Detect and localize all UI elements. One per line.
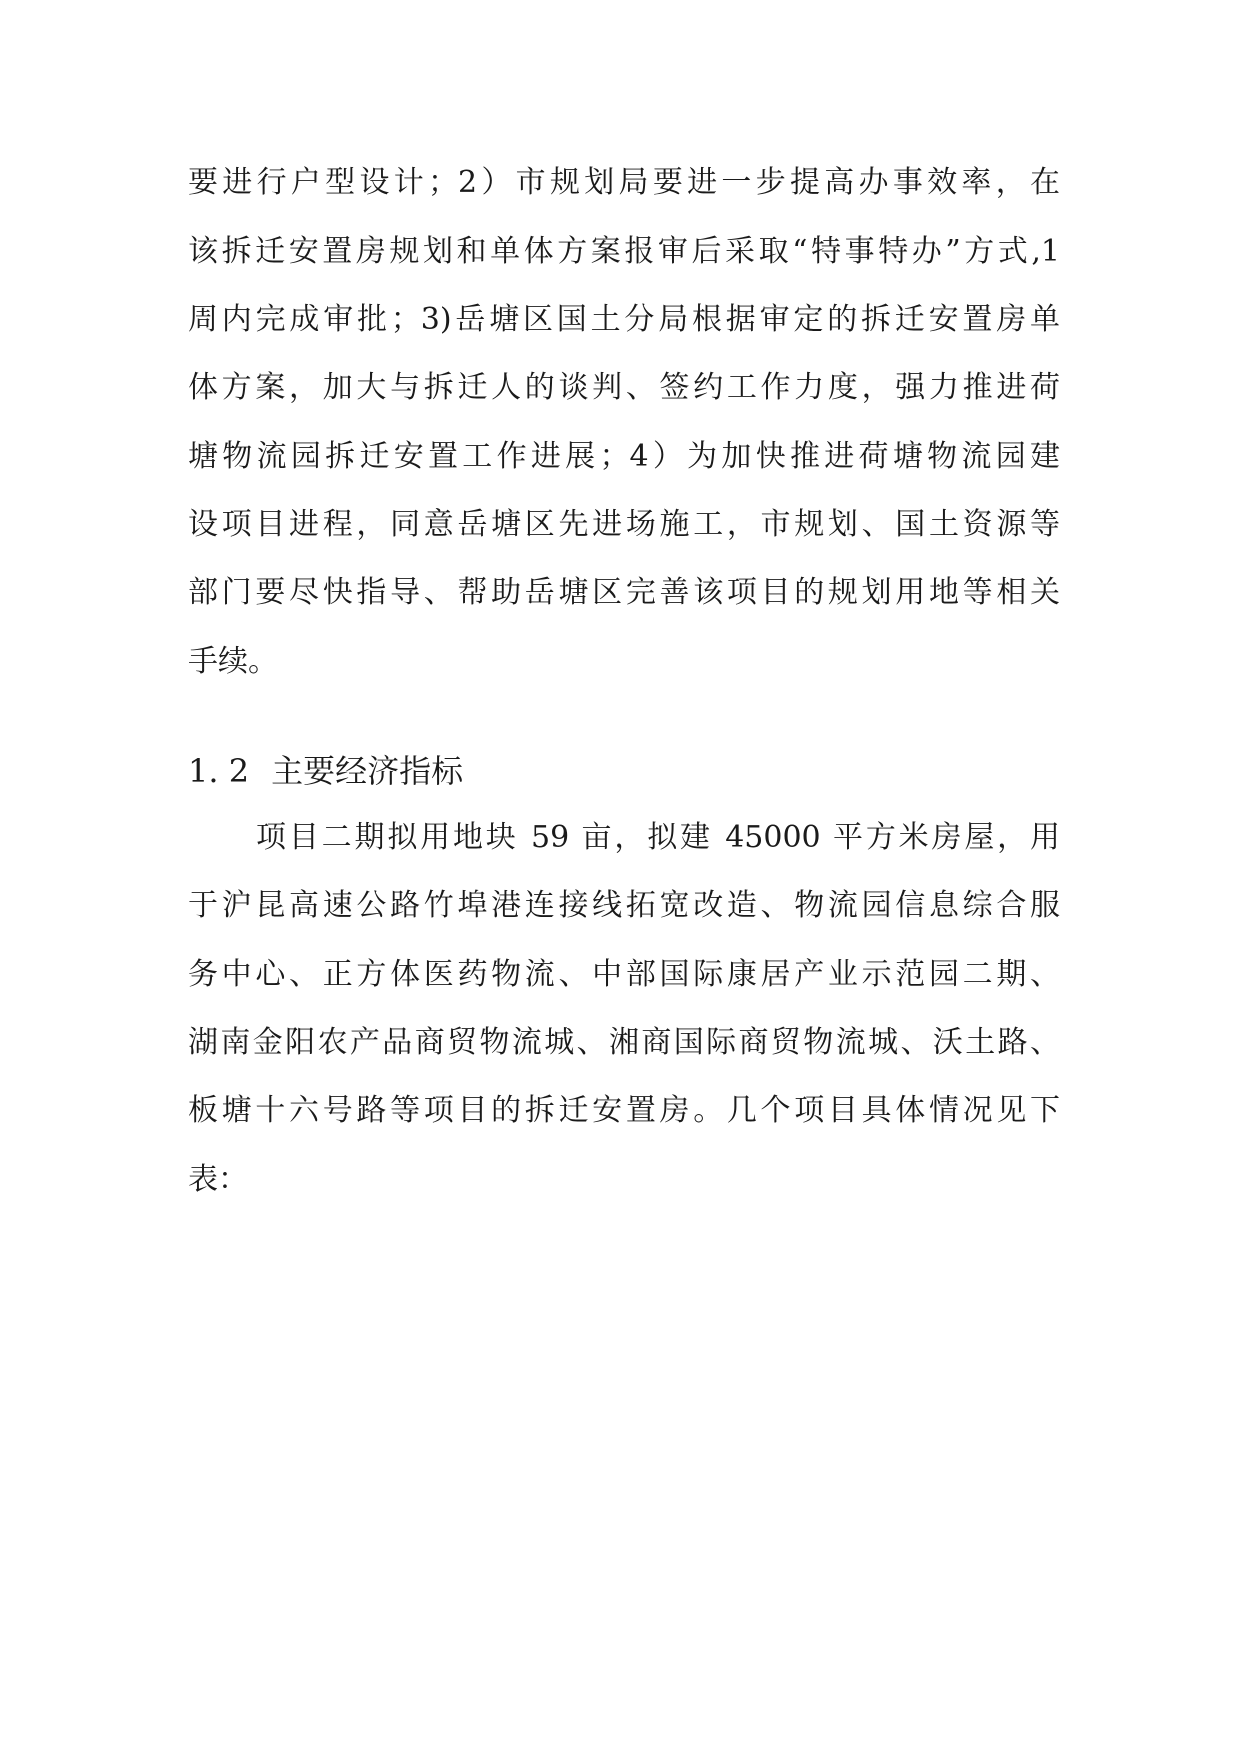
paragraph-1-line-7: 部门要尽快指导、帮助岳塘区完善该项目的规划用地等相关 <box>188 575 1060 610</box>
paragraph-2-line-2: 于沪昆高速公路竹埠港连接线拓宽改造、物流园信息综合服 <box>188 888 1060 923</box>
paragraph-2-line-3: 务中心、正方体医药物流、中部国际康居产业示范园二期、 <box>188 957 1060 992</box>
section-heading <box>188 750 463 792</box>
paragraph-1-line-6: 设项目进程，同意岳塘区先进场施工，市规划、国土资源等 <box>188 507 1060 542</box>
paragraph-2-line-5: 板塘十六号路等项目的拆迁安置房。几个项目具体情况见下 <box>188 1093 1060 1128</box>
paragraph-1-line-5: 塘物流园拆迁安置工作进展；4）为加快推进荷塘物流园建 <box>188 439 1060 474</box>
paragraph-1-line-1: 要进行户型设计；2）市规划局要进一步提高办事效率，在 <box>188 165 1060 200</box>
paragraph-2-line-6: 表： <box>188 1162 248 1197</box>
paragraph-1-line-4: 体方案，加大与拆迁人的谈判、签约工作力度，强力推进荷 <box>188 370 1060 405</box>
paragraph-1-line-8: 手续。 <box>188 644 278 679</box>
section-number: 1. 2 <box>188 752 250 790</box>
paragraph-2-line-1: 项目二期拟用地块 59 亩，拟建 45000 平方米房屋，用 <box>256 820 1060 855</box>
paragraph-1-line-2: 该拆迁安置房规划和单体方案报审后采取“特事特办”方式,1 <box>188 234 1060 269</box>
section-title: 主要经济指标 <box>271 752 464 790</box>
paragraph-1-line-3: 周内完成审批；3)岳塘区国土分局根据审定的拆迁安置房单 <box>188 302 1060 337</box>
paragraph-2-line-4: 湖南金阳农产品商贸物流城、湘商国际商贸物流城、沃土路、 <box>188 1025 1060 1060</box>
